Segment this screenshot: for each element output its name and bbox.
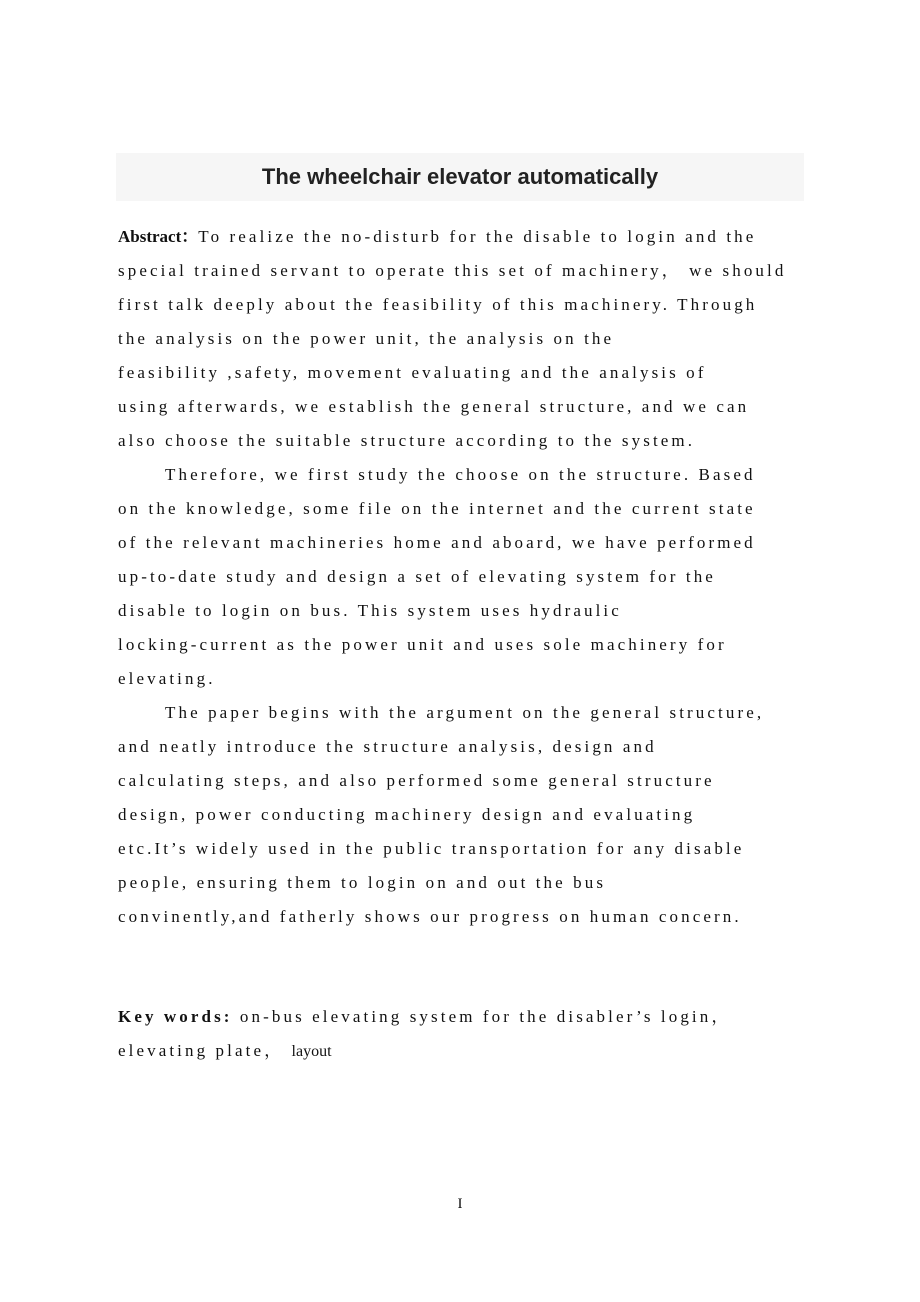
keywords-line [118, 1000, 838, 1034]
keywords-line [118, 1034, 838, 1068]
abstract-line-text: To realize the no-disturb for the disable to login and the [198, 227, 757, 246]
abstract-line: the analysis on the power unit, the analysis on the [118, 329, 615, 348]
paragraph-2-line: up-to-date study and design a set of elevating system for the [118, 567, 716, 586]
paragraph-3-line: calculating steps, and also performed some general structure [118, 771, 715, 790]
paragraph-2-line: locking-current as the power unit and uses sole machinery for [118, 635, 727, 654]
page-number: I [457, 1196, 463, 1212]
paragraph-3-line: The paper begins with the argument on the general structure, [165, 703, 765, 722]
abstract-line: special trained servant to operate this set of machinery， we should [118, 261, 787, 280]
abstract-line: also choose the suitable structure according to the system. [118, 431, 696, 450]
document-title: The wheelchair elevator automatically [261, 164, 659, 189]
abstract-body [118, 220, 838, 934]
keywords-tail: layout [291, 1043, 332, 1060]
paragraph-2-line: on the knowledge, some file on the internet and the current state [118, 499, 756, 518]
paragraph-2-line: disable to login on bus. This system uses hydraulic [118, 601, 622, 620]
keywords-label: Key words: [118, 1007, 233, 1026]
keywords-text: on-bus elevating system for the disabler’s login， [232, 1007, 732, 1026]
paragraph-2-line: of the relevant machineries home and aboard, we have performed [118, 533, 756, 552]
abstract-label: Abstract： [118, 227, 199, 246]
paragraph-3-line: etc.It’s widely used in the public transportation for any disable [118, 839, 745, 858]
keywords-text: elevating plate， [118, 1041, 292, 1060]
paragraph-2-line: elevating. [118, 669, 216, 688]
paragraph-3-line: people, ensuring them to login on and out the bus [118, 873, 607, 892]
title-banner [116, 153, 804, 201]
abstract-line: feasibility ,safety, movement evaluating and the analysis of [118, 363, 707, 382]
abstract-line [118, 220, 838, 254]
keywords-section [118, 1000, 838, 1068]
paragraph-3-line: convinently,and fatherly shows our progress on human concern. [118, 907, 742, 926]
paragraph-3-line: and neatly introduce the structure analysis, design and [118, 737, 657, 756]
paragraph-3-line: design, power conducting machinery design and evaluating [118, 805, 696, 824]
abstract-line: using afterwards, we establish the general structure, and we can [118, 397, 750, 416]
abstract-line: first talk deeply about the feasibility of this machinery. Through [118, 295, 758, 314]
paragraph-2-line: Therefore, we first study the choose on the structure. Based [165, 465, 756, 484]
